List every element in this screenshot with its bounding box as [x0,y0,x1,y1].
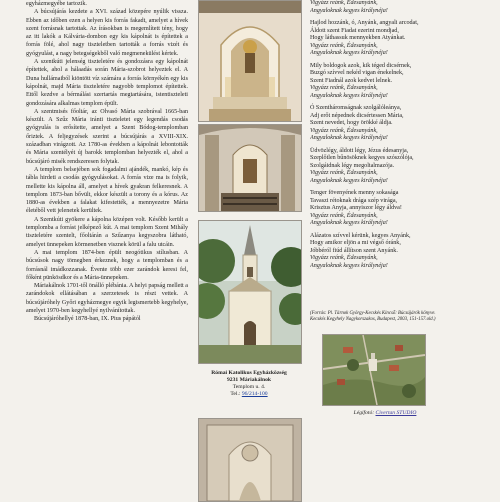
hymn-stanza [310,233,450,271]
paragraph: A mai templom 1874-ben épült neogótikus stílusban. A búcsúsok nagy tömegben érkeznek, hogy a templomban és a forrásnál imádkozzanak. Évente több ezer zarándok keresi fel, főként pünkösdkor és a Mária-ünnepeken. [26,249,188,281]
hymn-line: Angyaloknak kegyes királynéja! [310,135,388,141]
phone-label: Tel.: [230,391,242,397]
church-interior-photo [198,124,302,212]
hymn-line: Jóbbéról fiúd állítson szent Anyánk. [310,247,398,254]
hymn-line: Vigyázz reánk, Édesanyánk, [310,127,378,134]
hymn-line: Vigyázz reánk, Édesanyánk, [310,255,378,261]
relief-photo [198,418,302,502]
parish-name: Római Katolikus Egyházközség [211,370,287,376]
hymn-line: Szent Fiadnál azok kedvet lelnek. [310,77,393,84]
hymn-stanza [310,20,450,58]
aerial-photo [322,334,426,406]
hymn-line: Adj erőt népednek dicsértessen Mária, [310,112,404,119]
hymn-line: Áldott szent Fiadat ezerint mondjad, [310,27,399,34]
paragraph: Máriakálnok 1701-től önálló plébánia. A helyi papság mellett a zarándokok ellátásában a szerzetesek is részt vettek. A búcsújáróhely Győri egyházmegye egyik legismertebb kegyhelye, amelyet 1970-ben kegyhellyé nyilvánítottak. [26,283,188,314]
paragraph: A szentmisés főoltár, az Olvasó Mária szobrával 1665-ban készült. A Szűz Mária iránti tiszteletet egy legendás csodás gyógyulás is erősítette, amelyet a Szent Bódog-templomban őriztek. A feljegyzések szerint a búcsújárás a XVIII-XIX. században virágzott. Az 1780-as években a kápolnát lebontották és Mária szentélyét új barokk templomban helyezték el, ahol a búcsújáró misék rendszeresen folytak. [26,108,188,165]
hymn-line: Tenger fövenyének menny sokasága [310,190,399,196]
paragraph: A szentkúti jelenség tiszteletére és gondozásra egy kápolnát építettek, ahol a hálaadás során Mária-szobrot helyeztek el. A Duna hullámaiból kiöntött víz számára a forrás környékén egy kis kápolnát, majd Mária tiszteletére nagyobb templomot építettek. Ettől kezdve a bérmálási szertartás megtartására, istentiszteleti gondozására alkalmas templom épült. [26,59,188,107]
hymn-line: Angyaloknak kegyes királynéja! [310,50,388,56]
hymn-line: Ó Szentháromságnak szolgálóleánya, [310,105,402,111]
hymn-line: Vigyázz reánk, Édesanyánk, [310,212,378,219]
hymn-line: Angyaloknak kegyes királynéja! [310,7,388,14]
parish-address [198,370,300,398]
hymn-stanza [310,148,450,186]
hymn-line: Hajlod hozzánk, ó, Anyánk, angyali arcodat, [310,20,419,26]
hymn-column [310,0,450,330]
hymn-line: Vigyázz reánk, Édesanyánk, [310,170,378,176]
parish-phone-line [198,391,300,398]
hymn-line: Vigyázz reánk, Édesanyánk, [310,85,378,91]
paragraph: A Szentkúti gyökere a kápolna középen volt. Később került a templomba a forrást jelképező kút. A mai templom Szent Mihály tiszteletére szentelt, főoltárán a Szűzanya kegyszobra látható, amelyet ünnepeken körmenetben visznek körül a falu utcáin. [26,216,188,248]
parish-street: Templom u. 4. [232,384,266,390]
phone-link[interactable]: 96/214-100 [241,391,268,397]
hymn-line: Tavaszi rétoknak drága szép virága, [310,197,398,204]
photo-credit-studio[interactable]: Civertan STUDIO [375,410,417,416]
hymn-line: Hogy láthassuk mennyekben Atyánkat. [310,35,406,41]
hymn-line: Angyaloknak kegyes királynéja! [310,92,388,99]
hymn-line: Vigyázz reánk, Édesanyánk, [310,42,378,49]
altar-photo [198,0,302,122]
paragraph: egyházmegyébe tartozik. [26,1,87,7]
hymn-line: Üdvözlégy, áldott légy, Jézus édesanyja, [310,147,409,154]
hymn-line: Szolgáidnak légy megoltalmazója. [310,162,395,169]
hymn-line: Szeplőtlen bűnösöknek kegyes szószólója, [310,155,414,161]
hymn-line: Angyaloknak kegyes királynéja! [310,220,388,226]
hymn-line: Szent nevedet, hogy örökké áldja. [310,120,393,126]
left-text-column [26,0,188,500]
photo-credit [330,410,440,416]
hymn-line: Vigyázz reánk, Édesanyánk, [310,0,378,6]
hymn-stanza [310,105,450,143]
hymn-line: Hogy amikor eljön a mi végső óránk, [310,240,401,246]
hymn-stanza [310,190,450,228]
church-exterior-photo [198,220,302,364]
paragraph: Búcsújáróhellyé 1878-ban, IX. Pius pápától [34,316,141,323]
parish-zip-city: 9231 Máriakálnok [227,377,271,383]
hymn-line: Angyaloknak kegyes királynéja! [310,262,388,269]
hymn-stanza [310,63,450,101]
hymn-line: Mily boldogok azok, kik téged dicsérnek, [310,62,412,69]
photo-credit-label: Légifotó: [353,410,376,416]
hymn-line: Angyaloknak kegyes királynéja! [310,177,388,184]
hymn-stanza [310,0,450,15]
hymn-line: Alázatos szívvel kérünk, kegyes Anyánk, [310,232,411,239]
hymn-source-note: (Forrás: Pl. Tárnok György-Kecskés Kincső: Búcsújárók könyve. Kecskés Kegyhely Nagykorszakos, Budapest, 2003, 151-157.old.) [310,311,436,322]
paragraph: A templom belsejében sok fogadalmi ajándék, mankó, kép és tábla hirdeti a csodás gyógyulásokat. A forrás vize ma is folyik, mellette kis kápolna áll, amelyet a hívek gyakran felkeresnek. A templom 1873-ban bővült, ekkor készült a torony és a kórus. Az 1880-as években a falakat kifestették, a mennyezetre Mária életéből vett jelenetek kerültek. [26,166,188,215]
hymn-line: Buzgó szívvel nekéd vigan énekelnek, [310,70,404,76]
hymn-line: Krisztus Anyja, annyiszor légy áldva! [310,205,402,211]
paragraph: A búcsújárás kezdete a XVI. század közepére nyúlik vissza. Ebben az időben ezen a helyen kis forrás fakadt, amelyet a hívek szent forrásnak tartottak. Az írásokban is megemlített tény, hogy az itt lakók a Kálvária-dombon egy kis kápolnát is építettek a forrás fölé, ahol nagy tiszteletben tartották a forrás vizét és gyógyulást, a nagy betegségekből való megmenekülést kértek. [26,9,188,57]
